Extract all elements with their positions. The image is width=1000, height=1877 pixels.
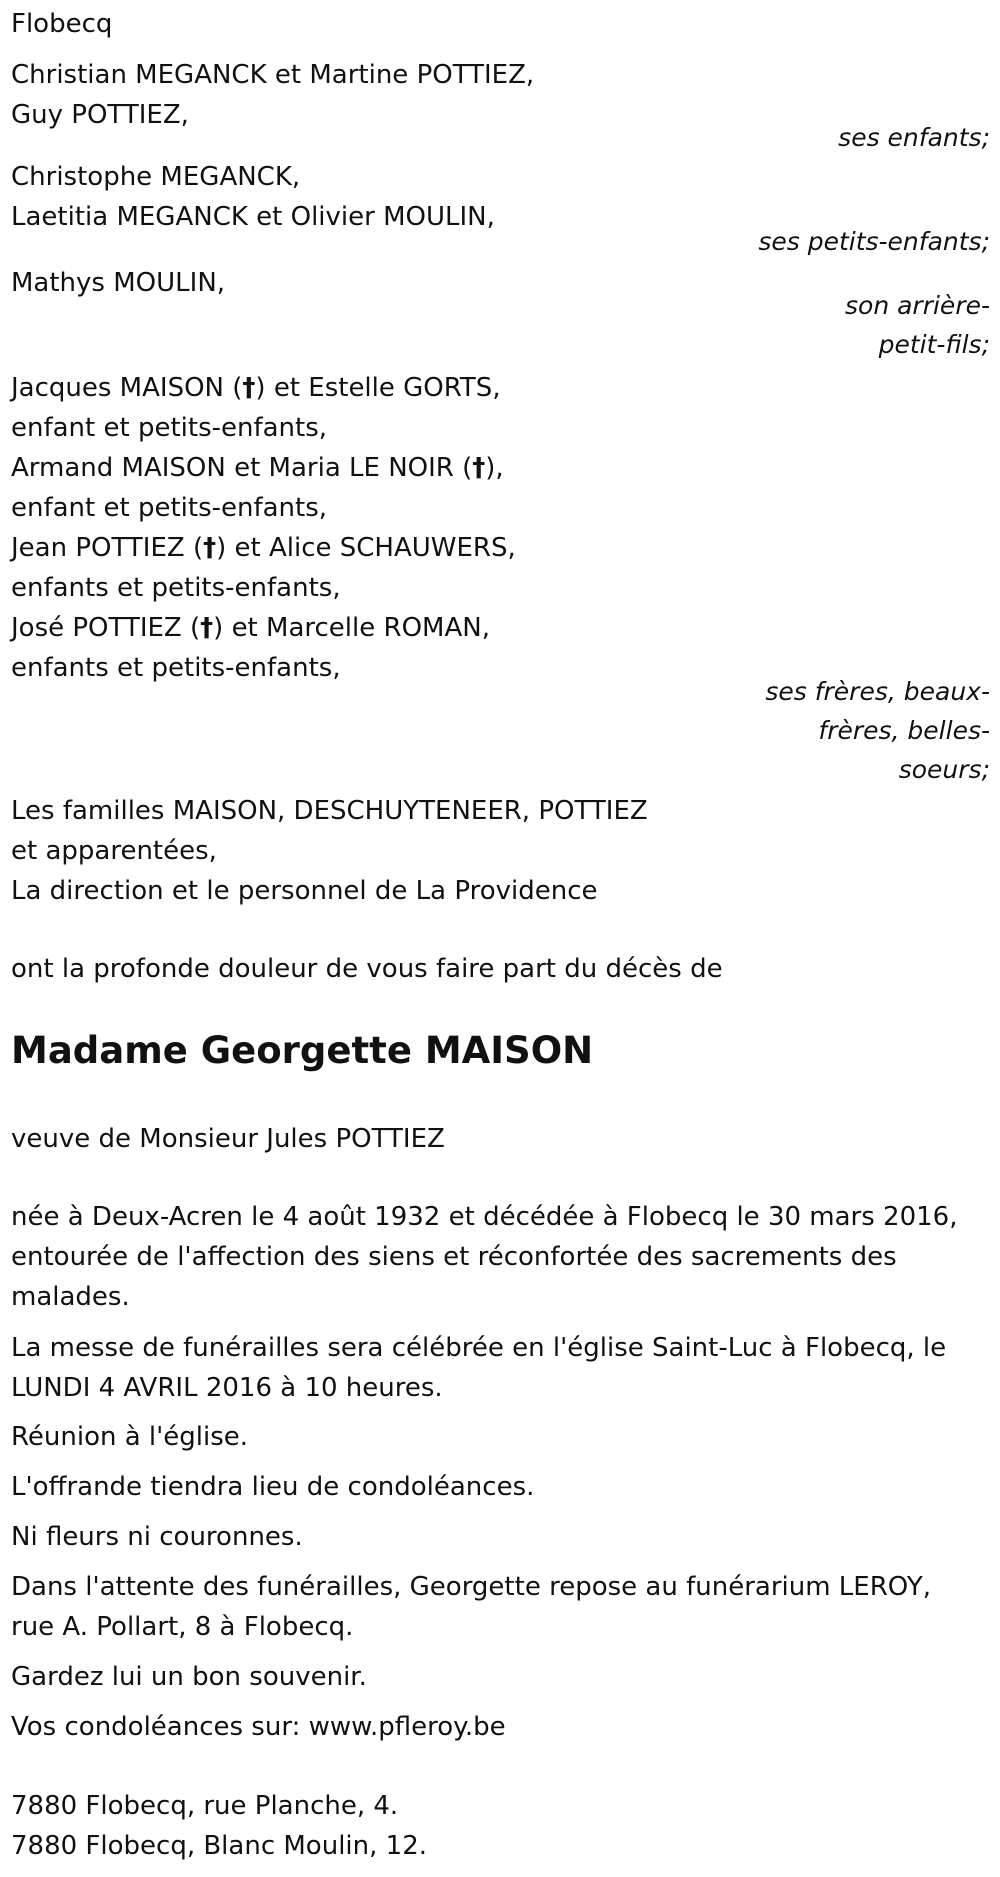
families-line-1: Les familles MAISON, DESCHUYTENEER, POTTIEZ xyxy=(11,796,648,826)
detail-line-11: Gardez lui un bon souvenir. xyxy=(11,1662,367,1692)
detail-line-12: Vos condoléances sur: www.pfleroy.be xyxy=(11,1712,506,1742)
detail-line-8: Ni fleurs ni couronnes. xyxy=(11,1522,303,1552)
cross-icon: † xyxy=(472,453,486,483)
sibling-line-8: enfants et petits-enfants, xyxy=(11,653,341,683)
sibling-line-5-after: ) et Alice SCHAUWERS, xyxy=(216,533,516,563)
widow-of: veuve de Monsieur Jules POTTIEZ xyxy=(11,1124,445,1154)
location: Flobecq xyxy=(11,9,113,39)
grandchildren-relation: ses petits-enfants; xyxy=(758,227,990,256)
sibling-line-6: enfants et petits-enfants, xyxy=(11,573,341,603)
siblings-relation-3: soeurs; xyxy=(898,755,990,784)
cross-icon: † xyxy=(200,613,214,643)
deceased-name: Madame Georgette MAISON xyxy=(11,1029,594,1072)
cross-icon: † xyxy=(203,533,217,563)
detail-line-7: L'offrande tiendra lieu de condoléances. xyxy=(11,1472,535,1502)
families-line-2: et apparentées, xyxy=(11,836,217,866)
siblings-relation-1: ses frères, beaux- xyxy=(765,677,990,706)
sibling-line-7-after: ) et Marcelle ROMAN, xyxy=(213,613,490,643)
sibling-line-4: enfant et petits-enfants, xyxy=(11,493,328,523)
sibling-line-1-before: Jacques MAISON ( xyxy=(11,373,243,403)
sibling-line-7 xyxy=(11,608,490,648)
sibling-line-3-before: Armand MAISON et Maria LE NOIR ( xyxy=(11,453,473,483)
address-line-1: 7880 Flobecq, rue Planche, 4. xyxy=(11,1791,399,1821)
detail-line-6: Réunion à l'église. xyxy=(11,1422,249,1452)
sibling-line-1 xyxy=(11,368,501,408)
detail-line-5: LUNDI 4 AVRIL 2016 à 10 heures. xyxy=(11,1373,443,1403)
sibling-line-7-before: José POTTIEZ ( xyxy=(11,613,201,643)
grandchildren-line-1: Christophe MEGANCK, xyxy=(11,162,301,192)
great-grandchild-relation-1: son arrière- xyxy=(845,291,990,320)
cross-icon: † xyxy=(242,373,256,403)
children-line-2: Guy POTTIEZ, xyxy=(11,100,189,130)
address-line-2: 7880 Flobecq, Blanc Moulin, 12. xyxy=(11,1831,427,1861)
detail-line-1: née à Deux-Acren le 4 août 1932 et décédée à Flobecq le 30 mars 2016, xyxy=(11,1202,958,1232)
detail-line-10: rue A. Pollart, 8 à Flobecq. xyxy=(11,1612,354,1642)
sibling-line-1-after: ) et Estelle GORTS, xyxy=(255,373,501,403)
great-grandchild-relation-2: petit-fils; xyxy=(878,330,990,359)
sibling-line-3 xyxy=(11,448,504,488)
announcement: ont la profonde douleur de vous faire part du décès de xyxy=(11,954,723,984)
sibling-line-2: enfant et petits-enfants, xyxy=(11,413,328,443)
children-line-1: Christian MEGANCK et Martine POTTIEZ, xyxy=(11,60,535,90)
grandchildren-line-2: Laetitia MEGANCK et Olivier MOULIN, xyxy=(11,202,495,232)
children-relation: ses enfants; xyxy=(838,123,990,152)
siblings-relation-2: frères, belles- xyxy=(818,716,990,745)
detail-line-3: malades. xyxy=(11,1282,130,1312)
sibling-line-5 xyxy=(11,528,516,568)
sibling-line-3-after: ), xyxy=(485,453,504,483)
great-grandchild-line: Mathys MOULIN, xyxy=(11,268,226,298)
detail-line-2: entourée de l'affection des siens et réconfortée des sacrements des xyxy=(11,1242,897,1272)
sibling-line-5-before: Jean POTTIEZ ( xyxy=(11,533,204,563)
detail-line-4: La messe de funérailles sera célébrée en l'église Saint-Luc à Flobecq, le xyxy=(11,1333,947,1363)
families-line-3: La direction et le personnel de La Providence xyxy=(11,876,598,906)
detail-line-9: Dans l'attente des funérailles, Georgette repose au funérarium LEROY, xyxy=(11,1572,931,1602)
